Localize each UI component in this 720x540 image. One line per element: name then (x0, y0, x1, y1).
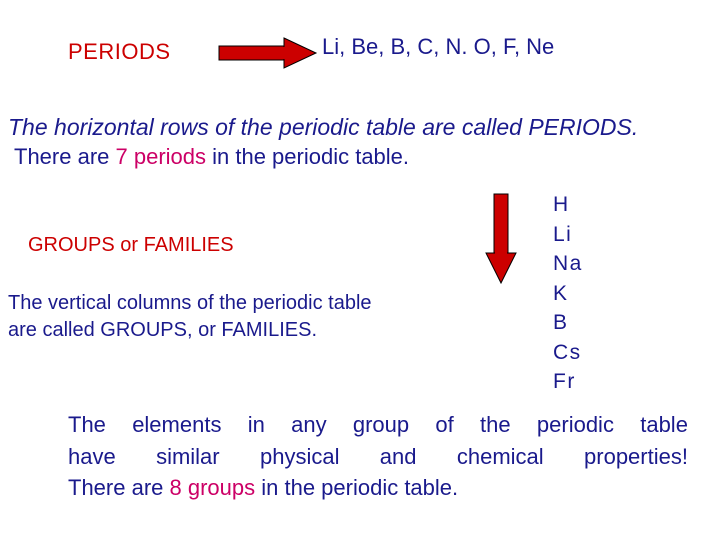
summary-word: physical (259, 443, 340, 469)
summary-word: chemical (456, 443, 544, 469)
periods-definition: The horizontal rows of the periodic table are called PERIODS. (8, 114, 639, 140)
summary-word: group (352, 412, 410, 437)
summary-count-prefix: There are (68, 475, 170, 500)
periods-count-prefix: There are (14, 144, 116, 169)
group-element: B (553, 311, 569, 334)
summary-word: periodic (536, 412, 614, 437)
groups-label: GROUPS or FAMILIES (28, 234, 234, 256)
group-element-list (553, 190, 583, 397)
groups-definition (8, 290, 372, 344)
periods-count-sentence (14, 144, 409, 170)
summary-word: table (640, 412, 688, 437)
summary-word: and (379, 443, 417, 469)
group-element: K (553, 281, 569, 305)
summary-line (68, 441, 688, 473)
summary-count-sentence (68, 472, 688, 504)
group-element: Na (553, 252, 583, 275)
summary-word: have (68, 443, 116, 469)
summary-word: any (291, 412, 327, 437)
summary-word: The (68, 412, 106, 437)
groups-definition-line: are called GROUPS, or FAMILIES. (8, 319, 317, 341)
group-element: Fr (553, 370, 576, 393)
periods-count-highlight: 7 periods (115, 144, 207, 169)
summary-line (68, 409, 688, 441)
summary-word: the (480, 412, 511, 437)
right-arrow-icon (218, 36, 318, 70)
group-element: Li (553, 222, 573, 246)
summary-word: properties! (584, 443, 688, 469)
summary-word: in (247, 412, 265, 437)
summary-word: elements (132, 412, 222, 437)
group-element: H (553, 193, 570, 216)
periods-example-elements: Li, Be, B, C, N. O, F, Ne (322, 34, 555, 59)
groups-definition-line: The vertical columns of the periodic table (8, 292, 372, 314)
summary-count-highlight: 8 groups (169, 475, 256, 500)
summary-paragraph (68, 409, 688, 504)
summary-count-suffix: in the periodic table. (255, 475, 459, 500)
group-element: Cs (553, 340, 582, 364)
periods-count-suffix: in the periodic table. (206, 144, 410, 169)
periods-label: PERIODS (68, 39, 171, 64)
summary-word: of (435, 412, 454, 437)
summary-word: similar (156, 443, 220, 469)
down-arrow-icon (484, 193, 518, 285)
